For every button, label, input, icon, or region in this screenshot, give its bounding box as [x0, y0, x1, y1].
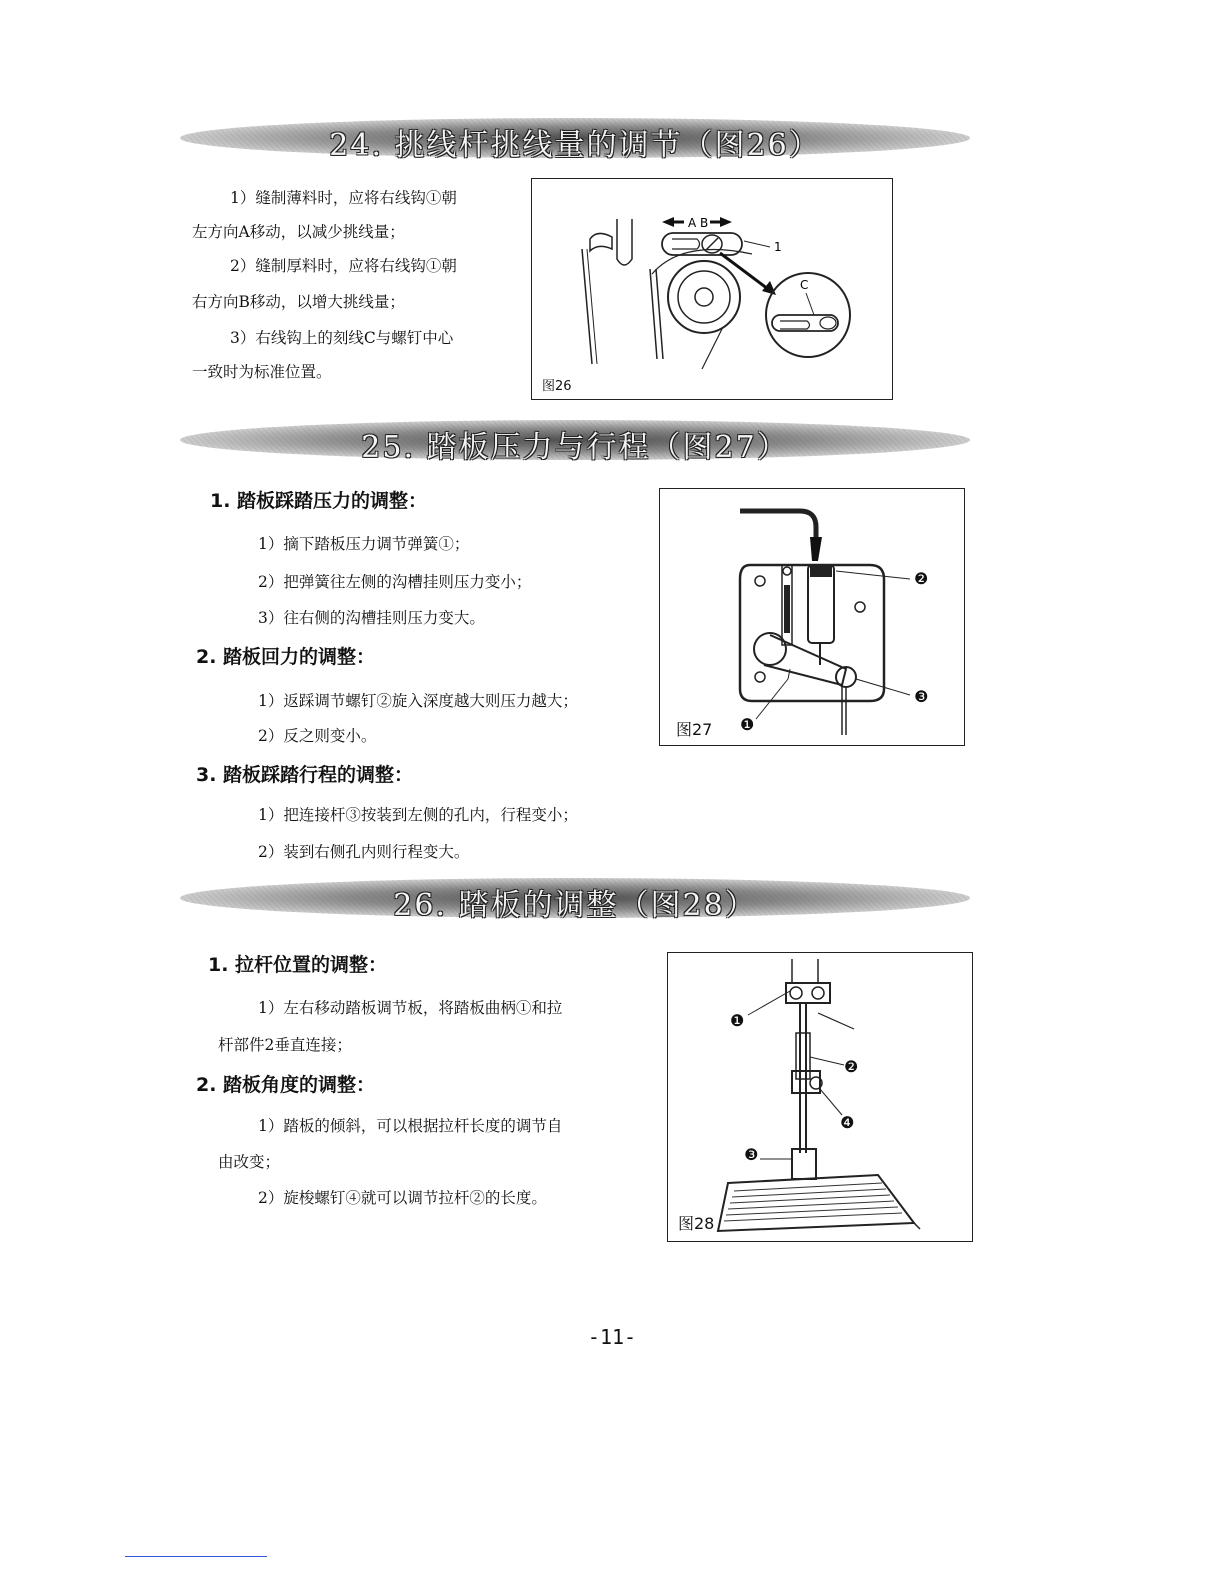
svg-text:C: C	[800, 278, 809, 292]
figure-27-drawing	[660, 489, 964, 745]
s26-heading-1: 1. 拉杆位置的调整：	[208, 954, 388, 976]
s24-line-1: 1）缝制薄料时，应将右线钩①朝	[230, 189, 457, 207]
figure-27-label: 图27	[676, 720, 713, 739]
s24-line-3: 2）缝制厚料时，应将右线钩①朝	[230, 257, 457, 275]
section-26-banner	[180, 878, 970, 923]
s26-h2-line-3: 2）旋梭螺钉④就可以调节拉杆②的长度。	[258, 1189, 547, 1207]
s25-h1-line-1: 1）摘下踏板压力调节弹簧①；	[258, 535, 470, 553]
s24-line-6: 一致时为标准位置。	[192, 363, 332, 381]
figure-27-callout-2: ❷	[914, 569, 929, 588]
svg-text:A: A	[688, 216, 697, 230]
section-25-title: 25. 踏板压力与行程（图27）	[361, 430, 789, 465]
s25-h3-line-1: 1）把连接杆③按装到左侧的孔内，行程变小；	[258, 806, 578, 824]
s25-heading-2: 2. 踏板回力的调整：	[196, 646, 376, 668]
figure-28-callout-4: ❹	[840, 1113, 855, 1132]
figure-27-callout-3: ❸	[914, 687, 929, 706]
section-26-title: 26. 踏板的调整（图28）	[393, 888, 757, 923]
s26-h1-line-2: 杆部件2垂直连接；	[218, 1036, 352, 1054]
s24-line-5: 3）右线钩上的刻线C与螺钉中心	[230, 329, 454, 347]
s26-h2-line-1: 1）踏板的倾斜，可以根据拉杆长度的调节自	[258, 1117, 563, 1135]
figure-28-callout-1: ❶	[730, 1011, 745, 1030]
figure-27	[659, 488, 965, 746]
s25-h2-line-2: 2）反之则变小。	[258, 727, 377, 745]
s24-line-2: 左方向A移动，以减少挑线量；	[192, 223, 405, 241]
footer-rule	[125, 1556, 267, 1557]
s26-h2-line-2: 由改变；	[218, 1153, 281, 1171]
page-number: -11-	[587, 1325, 637, 1349]
s25-h1-line-3: 3）往右侧的沟槽挂则压力变大。	[258, 609, 485, 627]
section-24-title: 24. 挑线杆挑线量的调节（图26）	[329, 128, 821, 163]
section-25-banner	[180, 420, 970, 465]
s25-heading-1: 1. 踏板踩踏压力的调整：	[210, 490, 428, 512]
s26-h1-line-1: 1）左右移动踏板调节板，将踏板曲柄①和拉	[258, 999, 563, 1017]
s24-line-4: 右方向B移动，以增大挑线量；	[192, 293, 405, 311]
s25-h3-line-2: 2）装到右侧孔内则行程变大。	[258, 843, 470, 861]
figure-28-label: 图28	[678, 1214, 715, 1233]
figure-26	[531, 178, 893, 400]
svg-text:1: 1	[774, 240, 782, 254]
s25-h2-line-1: 1）返踩调节螺钉②旋入深度越大则压力越大；	[258, 692, 578, 710]
figure-28-callout-3: ❸	[744, 1145, 759, 1164]
figure-28-drawing	[668, 953, 972, 1241]
s25-h1-line-2: 2）把弹簧往左侧的沟槽挂则压力变小；	[258, 573, 532, 591]
s25-heading-3: 3. 踏板踩踏行程的调整：	[196, 764, 414, 786]
section-24-banner	[180, 118, 970, 163]
figure-28	[667, 952, 973, 1242]
s26-heading-2: 2. 踏板角度的调整：	[196, 1074, 376, 1096]
figure-27-callout-1: ❶	[740, 715, 755, 734]
figure-26-label: 图26	[542, 379, 572, 394]
svg-text:B: B	[700, 216, 709, 230]
figure-28-callout-2: ❷	[844, 1057, 859, 1076]
figure-26-drawing	[532, 179, 892, 399]
